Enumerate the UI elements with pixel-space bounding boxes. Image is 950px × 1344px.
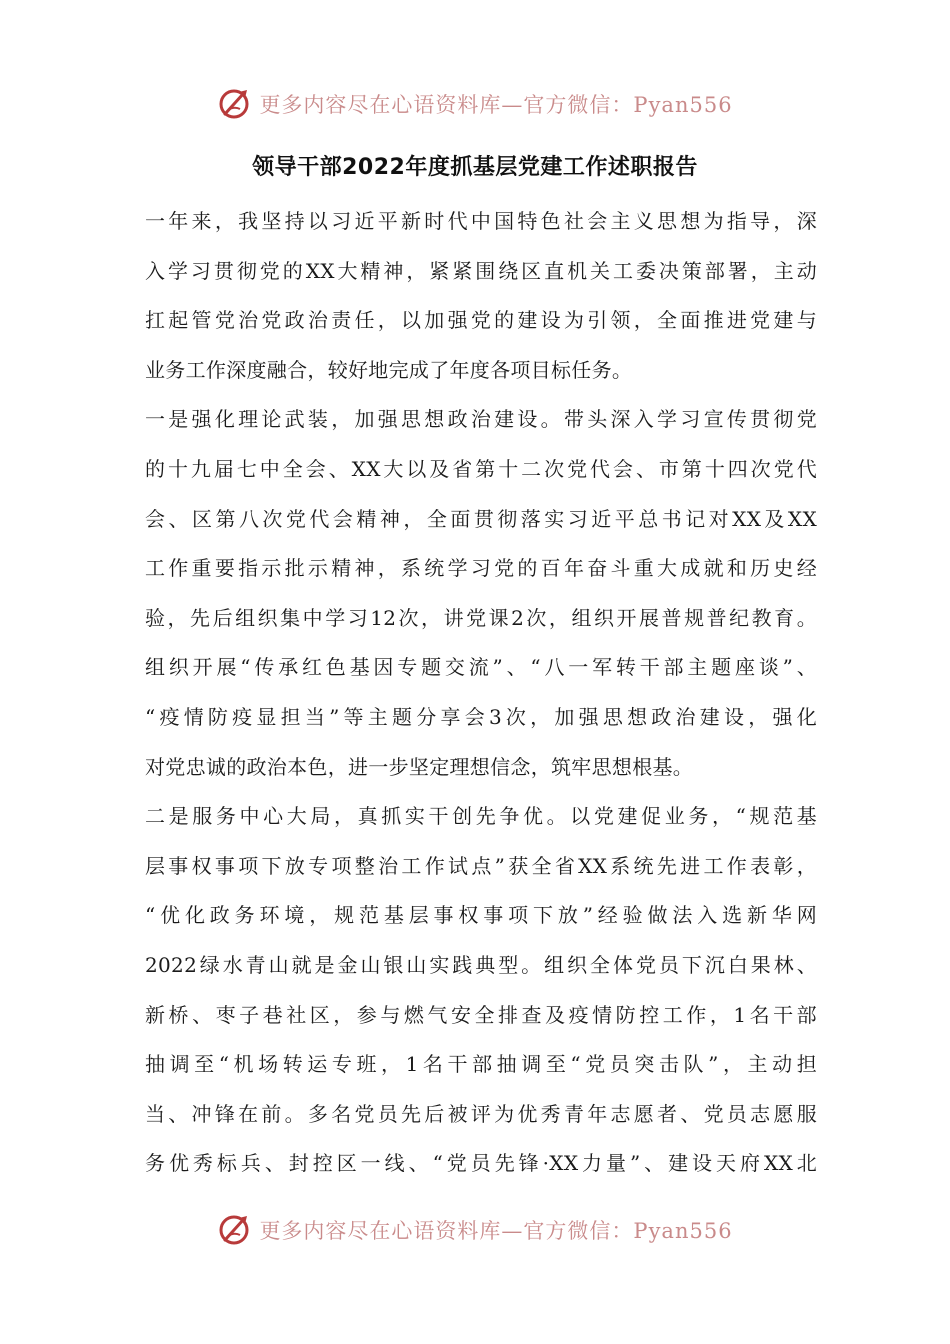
text-line: 2022绿水青山就是金山银山实践典型。组织全体党员下沉白果林、 <box>145 952 817 977</box>
text-line: 二是服务中心大局，真抓实干创先争优。以党建促业务，“规范基 <box>145 804 817 829</box>
header-watermark <box>0 84 950 124</box>
text-line: “疫情防疫显担当”等主题分享会3次，加强思想政治建设，强化 <box>145 704 817 729</box>
paragraph-intro <box>145 197 817 395</box>
paragraph-theory <box>145 395 817 792</box>
pen-logo-icon <box>217 86 253 122</box>
text-line: 扛起管党治党政治责任，以加强党的建设为引领，全面推进党建与 <box>145 308 817 333</box>
text-line: 层事权事项下放专项整治工作试点”获全省XX系统先进工作表彰， <box>145 853 817 878</box>
document-body <box>145 197 817 1189</box>
text-line: 务优秀标兵、封控区一线、“党员先锋·XX力量”、建设天府XX北 <box>145 1151 817 1176</box>
text-line: 验，先后组织集中学习12次，讲党课2次，组织开展普规普纪教育。 <box>145 605 817 630</box>
text-line: 一是强化理论武装，加强思想政治建设。带头深入学习宣传贯彻党 <box>145 407 817 432</box>
pen-logo-icon <box>217 1212 253 1248</box>
text-line: 组织开展“传承红色基因专题交流”、“八一军转干部主题座谈”、 <box>145 655 817 680</box>
text-line: 的十九届七中全会、XX大以及省第十二次党代会、市第十四次党代 <box>145 456 817 481</box>
text-line: 工作重要指示批示精神，系统学习党的百年奋斗重大成就和历史经 <box>145 556 817 581</box>
text-line: “优化政务环境，规范基层事权事项下放”经验做法入选新华网 <box>145 903 817 928</box>
watermark-text: 更多内容尽在心语资料库—官方微信：Pyan556 <box>259 93 733 117</box>
text-line: 入学习贯彻党的XX大精神，紧紧围绕区直机关工委决策部署，主动 <box>145 258 817 283</box>
watermark-text: 更多内容尽在心语资料库—官方微信：Pyan556 <box>259 1219 733 1243</box>
text-line: 业务工作深度融合，较好地完成了年度各项目标任务。 <box>145 357 633 382</box>
text-line: 对党忠诚的政治本色，进一步坚定理想信念，筑牢思想根基。 <box>145 754 694 779</box>
text-line: 新桥、枣子巷社区，参与燃气安全排查及疫情防控工作，1名干部 <box>145 1002 817 1027</box>
text-line: 当、冲锋在前。多名党员先后被评为优秀青年志愿者、党员志愿服 <box>145 1101 817 1126</box>
paragraph-service <box>145 792 817 1189</box>
footer-watermark <box>0 1210 950 1250</box>
document-title: 领导干部2022年度抓基层党建工作述职报告 <box>252 155 698 180</box>
text-line: 一年来，我坚持以习近平新时代中国特色社会主义思想为指导，深 <box>145 209 817 233</box>
text-line: 抽调至“机场转运专班，1名干部抽调至“党员突击队”，主动担 <box>145 1052 817 1077</box>
text-line: 会、区第八次党代会精神，全面贯彻落实习近平总书记对XX及XX <box>145 506 817 531</box>
